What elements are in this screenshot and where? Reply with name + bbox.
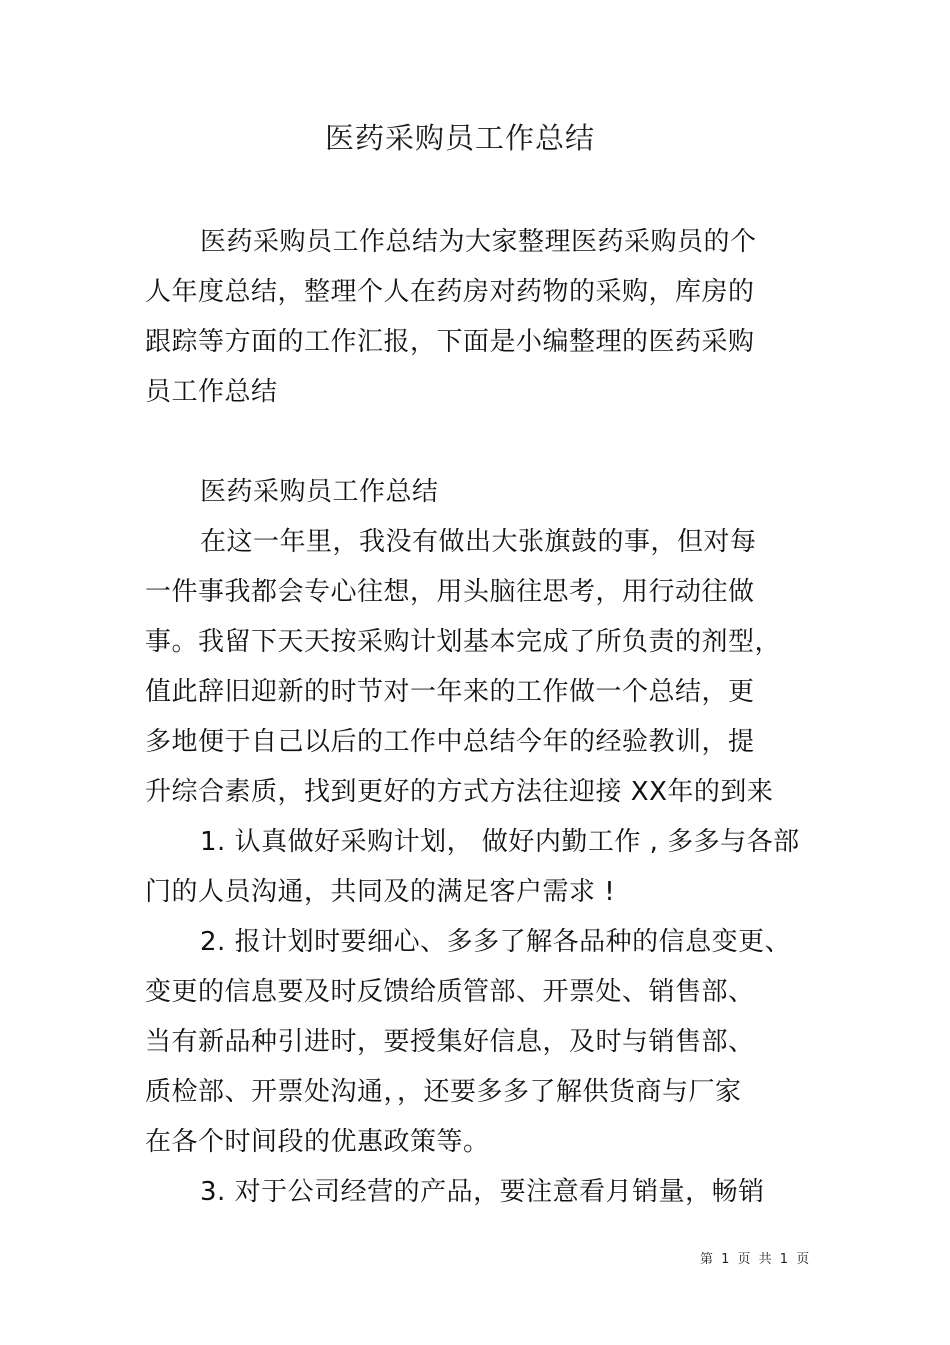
body-line: 质检部、开票处沟通，，还要多多了解供货商与厂家 [145, 1077, 742, 1107]
body-line: 事。我留下天天按采购计划基本完成了所负责的剂型， [145, 627, 782, 657]
body-line: 2. 报计划时要细心、多多了解各品种的信息变更、 [200, 927, 792, 957]
body-line: 在各个时间段的优惠政策等。 [145, 1127, 490, 1157]
intro-line: 员工作总结 [145, 377, 278, 407]
body-line: 3. 对于公司经营的产品，要注意看月销量，畅销 [200, 1177, 765, 1207]
body-line: 门的人员沟通，共同及的满足客户需求 ! [145, 877, 616, 907]
body-line: 多地便于自己以后的工作中总结今年的经验教训，提 [145, 727, 755, 757]
document-title: 医药采购员工作总结 [324, 121, 595, 155]
intro-line: 人年度总结，整理个人在药房对药物的采购，库房的 [145, 277, 755, 307]
body-line: 一件事我都会专心往想，用头脑往思考，用行动往做 [145, 577, 755, 607]
intro-line: 跟踪等方面的工作汇报，下面是小编整理的医药采购 [145, 327, 755, 357]
body-line: 值此辞旧迎新的时节对一年来的工作做一个总结，更 [145, 677, 755, 707]
body-line: 升综合素质，找到更好的方式方法往迎接 XX年的到来 [145, 777, 774, 807]
section-heading: 医药采购员工作总结 [200, 477, 439, 507]
body-line: 1. 认真做好采购计划， 做好内勤工作 , 多多与各部 [200, 827, 800, 857]
body-line: 当有新品种引进时，要授集好信息，及时与销售部、 [145, 1027, 755, 1057]
body-line: 在这一年里，我没有做出大张旗鼓的事，但对每 [200, 527, 757, 557]
page-footer: 第 1 页 共 1 页 [700, 1252, 812, 1267]
intro-line: 医药采购员工作总结为大家整理医药采购员的个 [200, 227, 757, 257]
body-line: 变更的信息要及时反馈给质管部、开票处、销售部、 [145, 977, 755, 1007]
